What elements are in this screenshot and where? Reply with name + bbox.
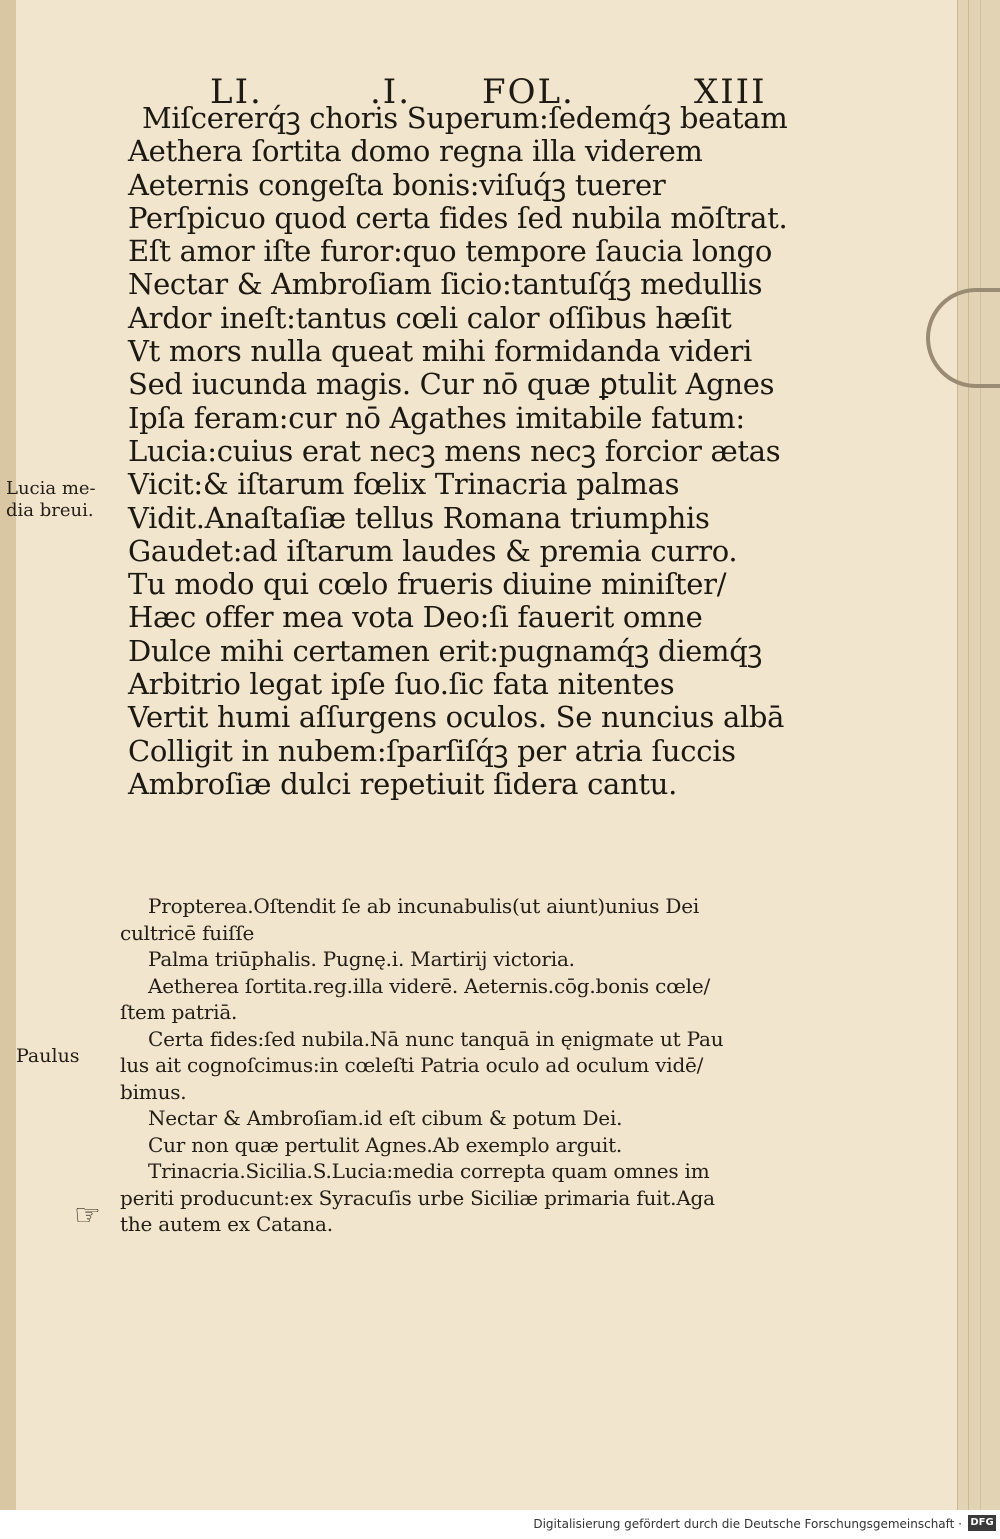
footer	[0, 1510, 1000, 1539]
margin-note-lucia-line1: Lucia me-	[6, 478, 96, 499]
verse-line: Sed iucunda magis. Cur nō quæ ꝑtulit Agnes	[128, 367, 775, 402]
verse-line: Perſpicuo quod certa fides ſed nubila mōſtrat.	[128, 200, 788, 235]
header-folio-number: XIII	[694, 72, 767, 112]
header-folio-label: FOL.	[482, 72, 575, 112]
dfg-logo: DFG	[968, 1515, 996, 1531]
header-book: LI.	[210, 72, 263, 112]
verse-line: Aeternis congeſta bonis:viſuq́ꝫ tuerer	[128, 167, 666, 202]
commentary-text	[120, 893, 790, 1238]
verse-line: Eſt amor iſte furor:quo tempore ſaucia longo	[128, 234, 772, 269]
verse-line: Vertit humi aſſurgens oculos. Se nuncius albā	[128, 700, 785, 735]
manicule-icon: ☞	[74, 1198, 101, 1233]
verse-line: Nectar & Ambroſiam ſicio:tantuſq́ꝫ medullis	[128, 267, 763, 302]
verse-line: Arbitrio legat ipſe ſuo.ſic fata nitentes	[128, 667, 675, 702]
verse-line: Miſcererq́ꝫ choris Superum:ſedemq́ꝫ beatam	[142, 101, 788, 135]
verse-line: Ambroſiæ dulci repetiuit ſidera cantu.	[128, 766, 678, 801]
verse-text	[128, 102, 928, 801]
footer-credit: Digitalisierung gefördert durch die Deutsche Forschungsgemeinschaft ·	[533, 1517, 962, 1531]
commentary-line: periti producunt:ex Syracuſis urbe Siciliæ primaria fuit.Aga	[120, 1185, 715, 1210]
page-clip	[926, 288, 1000, 388]
verse-line: Tu modo qui cœlo frueris diuine miniſter/	[128, 567, 727, 602]
commentary-line: lus ait cognoſcimus:in cœleſti Patria oculo ad oculum vidē/	[120, 1053, 704, 1077]
verse-line: Ardor ineſt:tantus cœli calor oſſibus hæſit	[128, 300, 732, 335]
verse-line: Vicit:& iſtarum fœlix Trinacria palmas	[128, 467, 680, 502]
margin-note-lucia	[6, 478, 96, 522]
verse-line: Lucia:cuius erat necꝫ mens necꝫ forcior ætas	[128, 433, 781, 468]
header-number: .I.	[370, 72, 412, 112]
commentary-line: bimus.	[120, 1079, 187, 1104]
verse-line: Aethera ſortita domo regna illa viderem	[128, 134, 703, 169]
verse-line: Hæc offer mea vota Deo:ſi fauerit omne	[128, 600, 703, 635]
commentary-line: ſtem patriā.	[120, 1000, 238, 1024]
commentary-line: Palma triūphalis. Pugnę.i. Martirij victoria.	[148, 947, 575, 971]
verse-line: Dulce mihi certamen erit:pugnamq́ꝫ diemq́ꝫ	[128, 633, 763, 668]
margin-note-paulus: Paulus	[16, 1045, 80, 1067]
page-fore-edge	[957, 0, 1000, 1510]
verse-line: Vt mors nulla queat mihi formidanda videri	[128, 334, 753, 369]
commentary-line: Propterea.Oſtendit ſe ab incunabulis(ut aiunt)unius Dei	[148, 894, 700, 918]
commentary-line: the autem ex Catana.	[120, 1212, 333, 1236]
commentary-line: Aetherea ſortita.reg.illa viderē. Aeternis.cōg.bonis cœle/	[148, 973, 711, 998]
commentary-line: Trinacria.Sicilia.S.Lucia:media correpta quam omnes im	[148, 1159, 710, 1183]
verse-line: Vidit.Anaſtaſiæ tellus Romana triumphis	[128, 500, 710, 535]
verse-line: Ipſa feram:cur nō Agathes imitabile fatum:	[128, 400, 745, 435]
verse-line: Colligit in nubem:ſparſiſq́ꝫ per atria ſuccis	[128, 733, 736, 768]
verse-line: Gaudet:ad iſtarum laudes & premia curro.	[128, 533, 738, 568]
commentary-line: Certa fides:ſed nubila.Nā nunc tanquā in ęnigmate ut Pau	[148, 1026, 724, 1051]
page-gutter	[0, 0, 16, 1510]
commentary-line: Cur non quæ pertulit Agnes.Ab exemplo arguit.	[148, 1132, 623, 1157]
commentary-line: Nectar & Ambroſiam.id eſt cibum & potum Dei.	[148, 1106, 623, 1130]
margin-note-lucia-line2: dia breui.	[6, 500, 94, 521]
commentary-line: cultricē fuiſſe	[120, 920, 255, 945]
